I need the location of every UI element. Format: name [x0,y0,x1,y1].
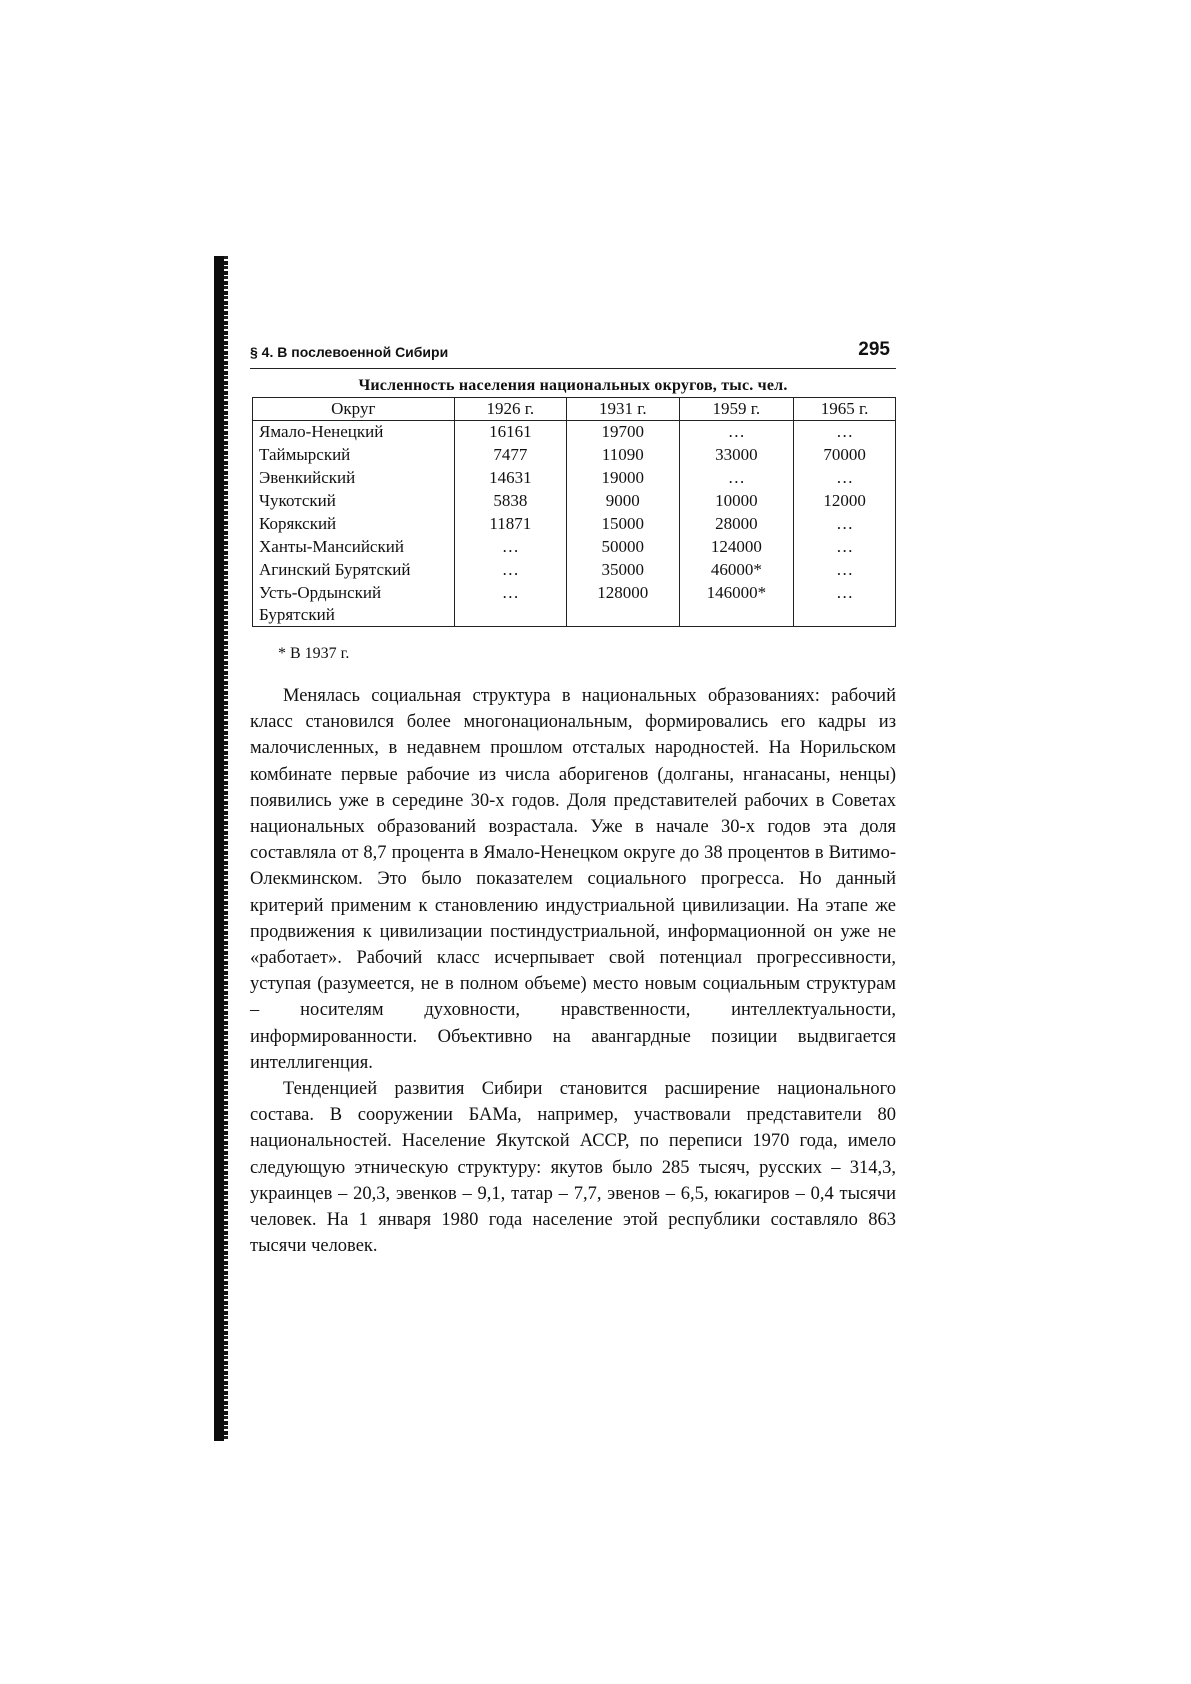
table-cell: 46000* [679,559,794,582]
table-row [253,536,896,559]
table-cell: 7477 [454,444,566,467]
okrug-name: Усть-Ордынский Бурятский [253,582,455,627]
table-row [253,490,896,513]
running-header [250,340,896,369]
table-cell: 19700 [567,421,679,445]
table-title: Численность населения национальных округов, тыс. чел. [358,377,788,394]
paragraph: Менялась социальная структура в национальных образованиях: рабочий класс становился более многонациональным, формировались его кадры из малочисленных, в недавнем прошлом отсталых народностей. На Норильском комбинате первые рабочие из числа аборигенов (долганы, нганасаны, ненцы) появились уже в середине 30-х годов. Доля представителей рабочих в Советах национальных образований возрастала. Уже в начале 30-х годов эта доля составляла от 8,7 процента в Ямало-Ненецком округе до 38 процентов в Витимо-Олекминском. Это было показателем социального прогресса. Но данный критерий применим к становлению индустриальной цивилизации. На этапе же продвижения к цивилизации постиндустриальной, информационной он уже не «работает». Рабочий класс исчерпывает свой потенциал прогрессивности, уступая (разумеется, не в полном объеме) место новым социальным структурам – носителям духовности, нравственности, интеллектуальности, информированности. Объективно на авангардные позиции выдвигается интеллигенция. [250,686,896,1073]
table-cell: … [794,582,896,627]
table-cell: 28000 [679,513,794,536]
table-cell: 15000 [567,513,679,536]
okrug-name: Чукотский [253,490,455,513]
table-cell: … [454,582,566,627]
table-cell: 10000 [679,490,794,513]
okrug-name: Ямало-Ненецкий [253,421,455,445]
table-cell: 35000 [567,559,679,582]
table-cell: 9000 [567,490,679,513]
okrug-name: Таймырский [253,444,455,467]
table-cell: … [679,467,794,490]
table-cell: … [454,559,566,582]
column-header: 1959 г. [679,398,794,421]
column-header: 1931 г. [567,398,679,421]
okrug-name: Корякский [253,513,455,536]
table-cell: … [794,421,896,445]
table-cell: 12000 [794,490,896,513]
table-cell: 19000 [567,467,679,490]
table-cell: … [794,513,896,536]
body-text [250,683,896,1259]
table-footnote: * В 1937 г. [278,645,350,662]
table-cell: 146000* [679,582,794,627]
table-row [253,467,896,490]
table-cell: 128000 [567,582,679,627]
table-cell: … [794,536,896,559]
paragraph: Тенденцией развития Сибири становится расширение национального состава. В сооружении БАМа, например, участвовали представители 80 национальностей. Население Якутской АССР, по переписи 1970 года, имело следующую этническую структуру: якутов было 285 тысяч, русских – 314,3, украинцев – 20,3, эвенков – 9,1, татар – 7,7, эвенов – 6,5, юкагиров – 0,4 тысячи человек. На 1 января 1980 года население этой республики составляло 863 тысячи человек. [250,1079,896,1257]
section-title: § 4. В послевоенной Сибири [250,344,449,360]
table-cell: 124000 [679,536,794,559]
table-cell: 33000 [679,444,794,467]
book-page [250,340,896,1259]
table-row [253,582,896,627]
table-row [253,444,896,467]
column-header: Округ [253,398,455,421]
table-row [253,513,896,536]
column-header: 1965 г. [794,398,896,421]
okrug-name: Агинский Бурятский [253,559,455,582]
table-row [253,559,896,582]
okrug-name: Эвенкийский [253,467,455,490]
table-cell: … [794,467,896,490]
okrug-name: Ханты-Мансийский [253,536,455,559]
table-cell: 16161 [454,421,566,445]
table-cell: … [794,559,896,582]
table-cell: … [454,536,566,559]
table-cell: 50000 [567,536,679,559]
table-cell: 5838 [454,490,566,513]
table-header-row [253,398,896,421]
scan-edge-shadow [214,256,226,1441]
page-number: 295 [858,339,890,360]
column-header: 1926 г. [454,398,566,421]
table-cell: 70000 [794,444,896,467]
table-cell: … [679,421,794,445]
table-cell: 11090 [567,444,679,467]
table-cell: 14631 [454,467,566,490]
population-table [252,397,896,627]
table-cell: 11871 [454,513,566,536]
table-row [253,421,896,445]
